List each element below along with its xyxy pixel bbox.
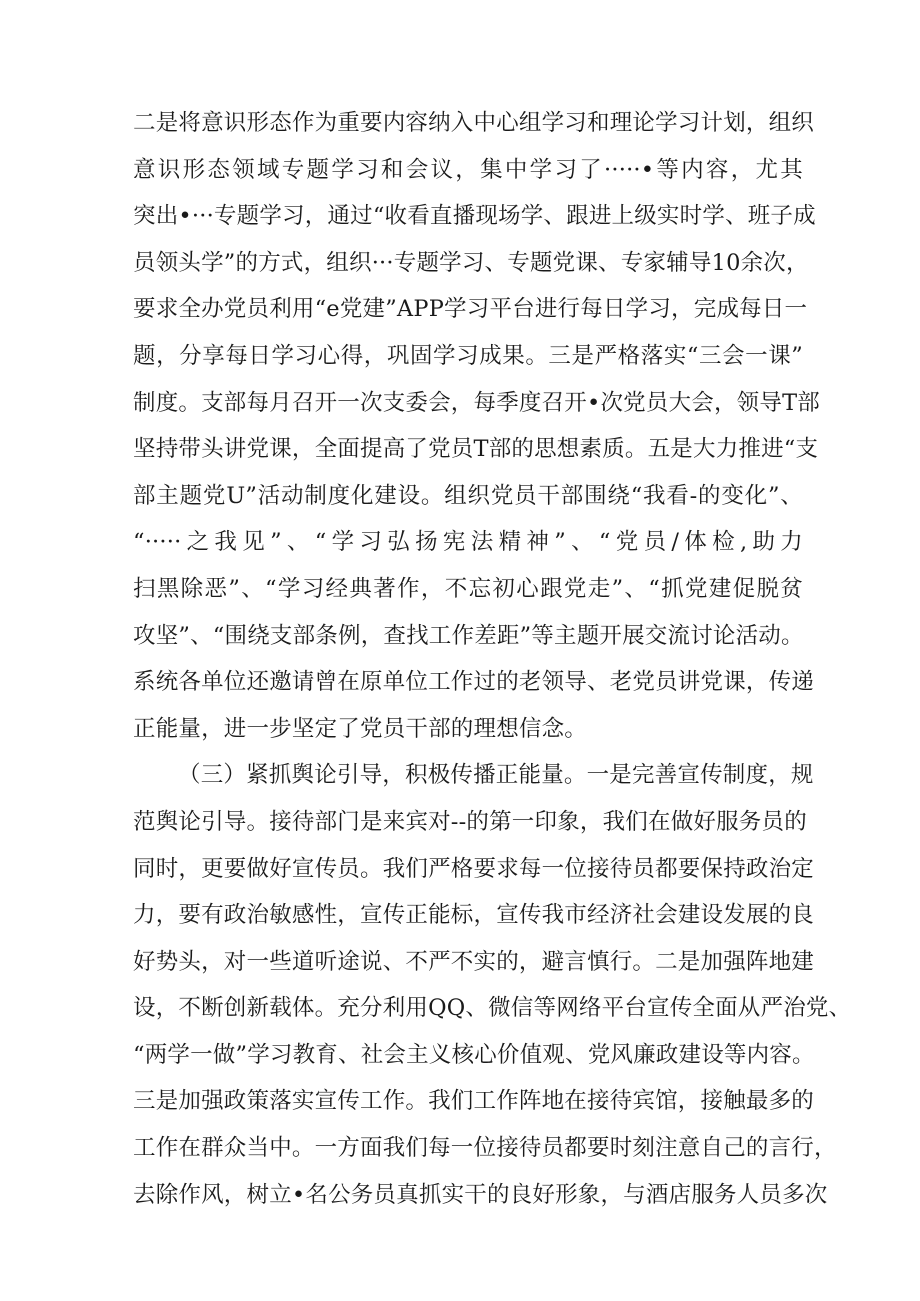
- text-line: 意识形态领域专题学习和会议，集中学习了·····•等内容，尤其: [133, 156, 803, 183]
- text-line: 力，要有政治敏感性，宣传正能标，宣传我市经济社会建设发展的良: [133, 902, 815, 929]
- text-line: 要求全办党员利用“e党建”APP学习平台进行每日学习，完成每日一: [133, 296, 808, 323]
- text-line: 坚持带头讲党课，全面提高了党员T部的思想素质。五是大力推进“支: [133, 436, 819, 463]
- text-line: 设，不断创新载体。充分利用QQ、微信等网络平台宣传全面从严治党、: [133, 995, 852, 1022]
- text-line: 去除作风，树立•名公务员真抓实干的良好形象，与酒店服务人员多次: [133, 1181, 828, 1208]
- text-line: “两学一做”学习教育、社会主义核心价值观、党风廉政建设等内容。: [133, 1041, 815, 1068]
- text-line: 题，分享每日学习心得，巩固学习成果。三是严格落实“三会一课”: [133, 342, 803, 369]
- text-line: 好势头，对一些道听途说、不严不实的，避言慎行。二是加强阵地建: [133, 948, 815, 975]
- text-line: 二是将意识形态作为重要内容纳入中心组学习和理论学习计划，组织: [133, 110, 815, 136]
- text-line: 攻坚”、“围绕支部条例，查找工作差距”等主题开展交流讨论活动。: [133, 622, 804, 649]
- text-line: 部主题党U”活动制度化建设。组织党员干部围绕“我看-的变化”、: [133, 482, 803, 509]
- text-line: 制度。支部每月召开一次支委会，每季度召开•次党员大会，领导T部: [133, 389, 820, 416]
- section-heading-line: （三）紧抓舆论引导，积极传播正能量。一是完善宣传制度，规: [178, 762, 814, 789]
- text-line: 范舆论引导。接待部门是来宾对--的第一印象，我们在做好服务员的: [133, 808, 807, 835]
- text-line: 同时，更要做好宣传员。我们严格要求每一位接待员都要保持政治定: [133, 855, 815, 882]
- text-line: 工作在群众当中。一方面我们每一位接待员都要时刻注意自己的言行，: [133, 1135, 837, 1162]
- text-line: 突出•···专题学习，通过“收看直播现场学、跟进上级实时学、班子成: [133, 203, 816, 230]
- text-line: 三是加强政策落实宣传工作。我们工作阵地在接待宾馆，接触最多的: [133, 1088, 815, 1115]
- body-text: [133, 100, 852, 1218]
- text-line: 正能量，进一步坚定了党员干部的理想信念。: [133, 715, 588, 742]
- text-line: 系统各单位还邀请曾在原单位工作过的老领导、老党员讲党课，传递: [133, 669, 815, 696]
- text-line: “·····之我见”、“学习弘扬宪法精神”、“党员/体检,助力: [133, 529, 803, 556]
- text-line: 扫黑除恶”、“学习经典著作，不忘初心跟党走”、“抓党建促脱贫: [133, 575, 803, 602]
- text-line: 员领头学”的方式，组织···专题学习、专题党课、专家辅导10余次，: [133, 249, 809, 276]
